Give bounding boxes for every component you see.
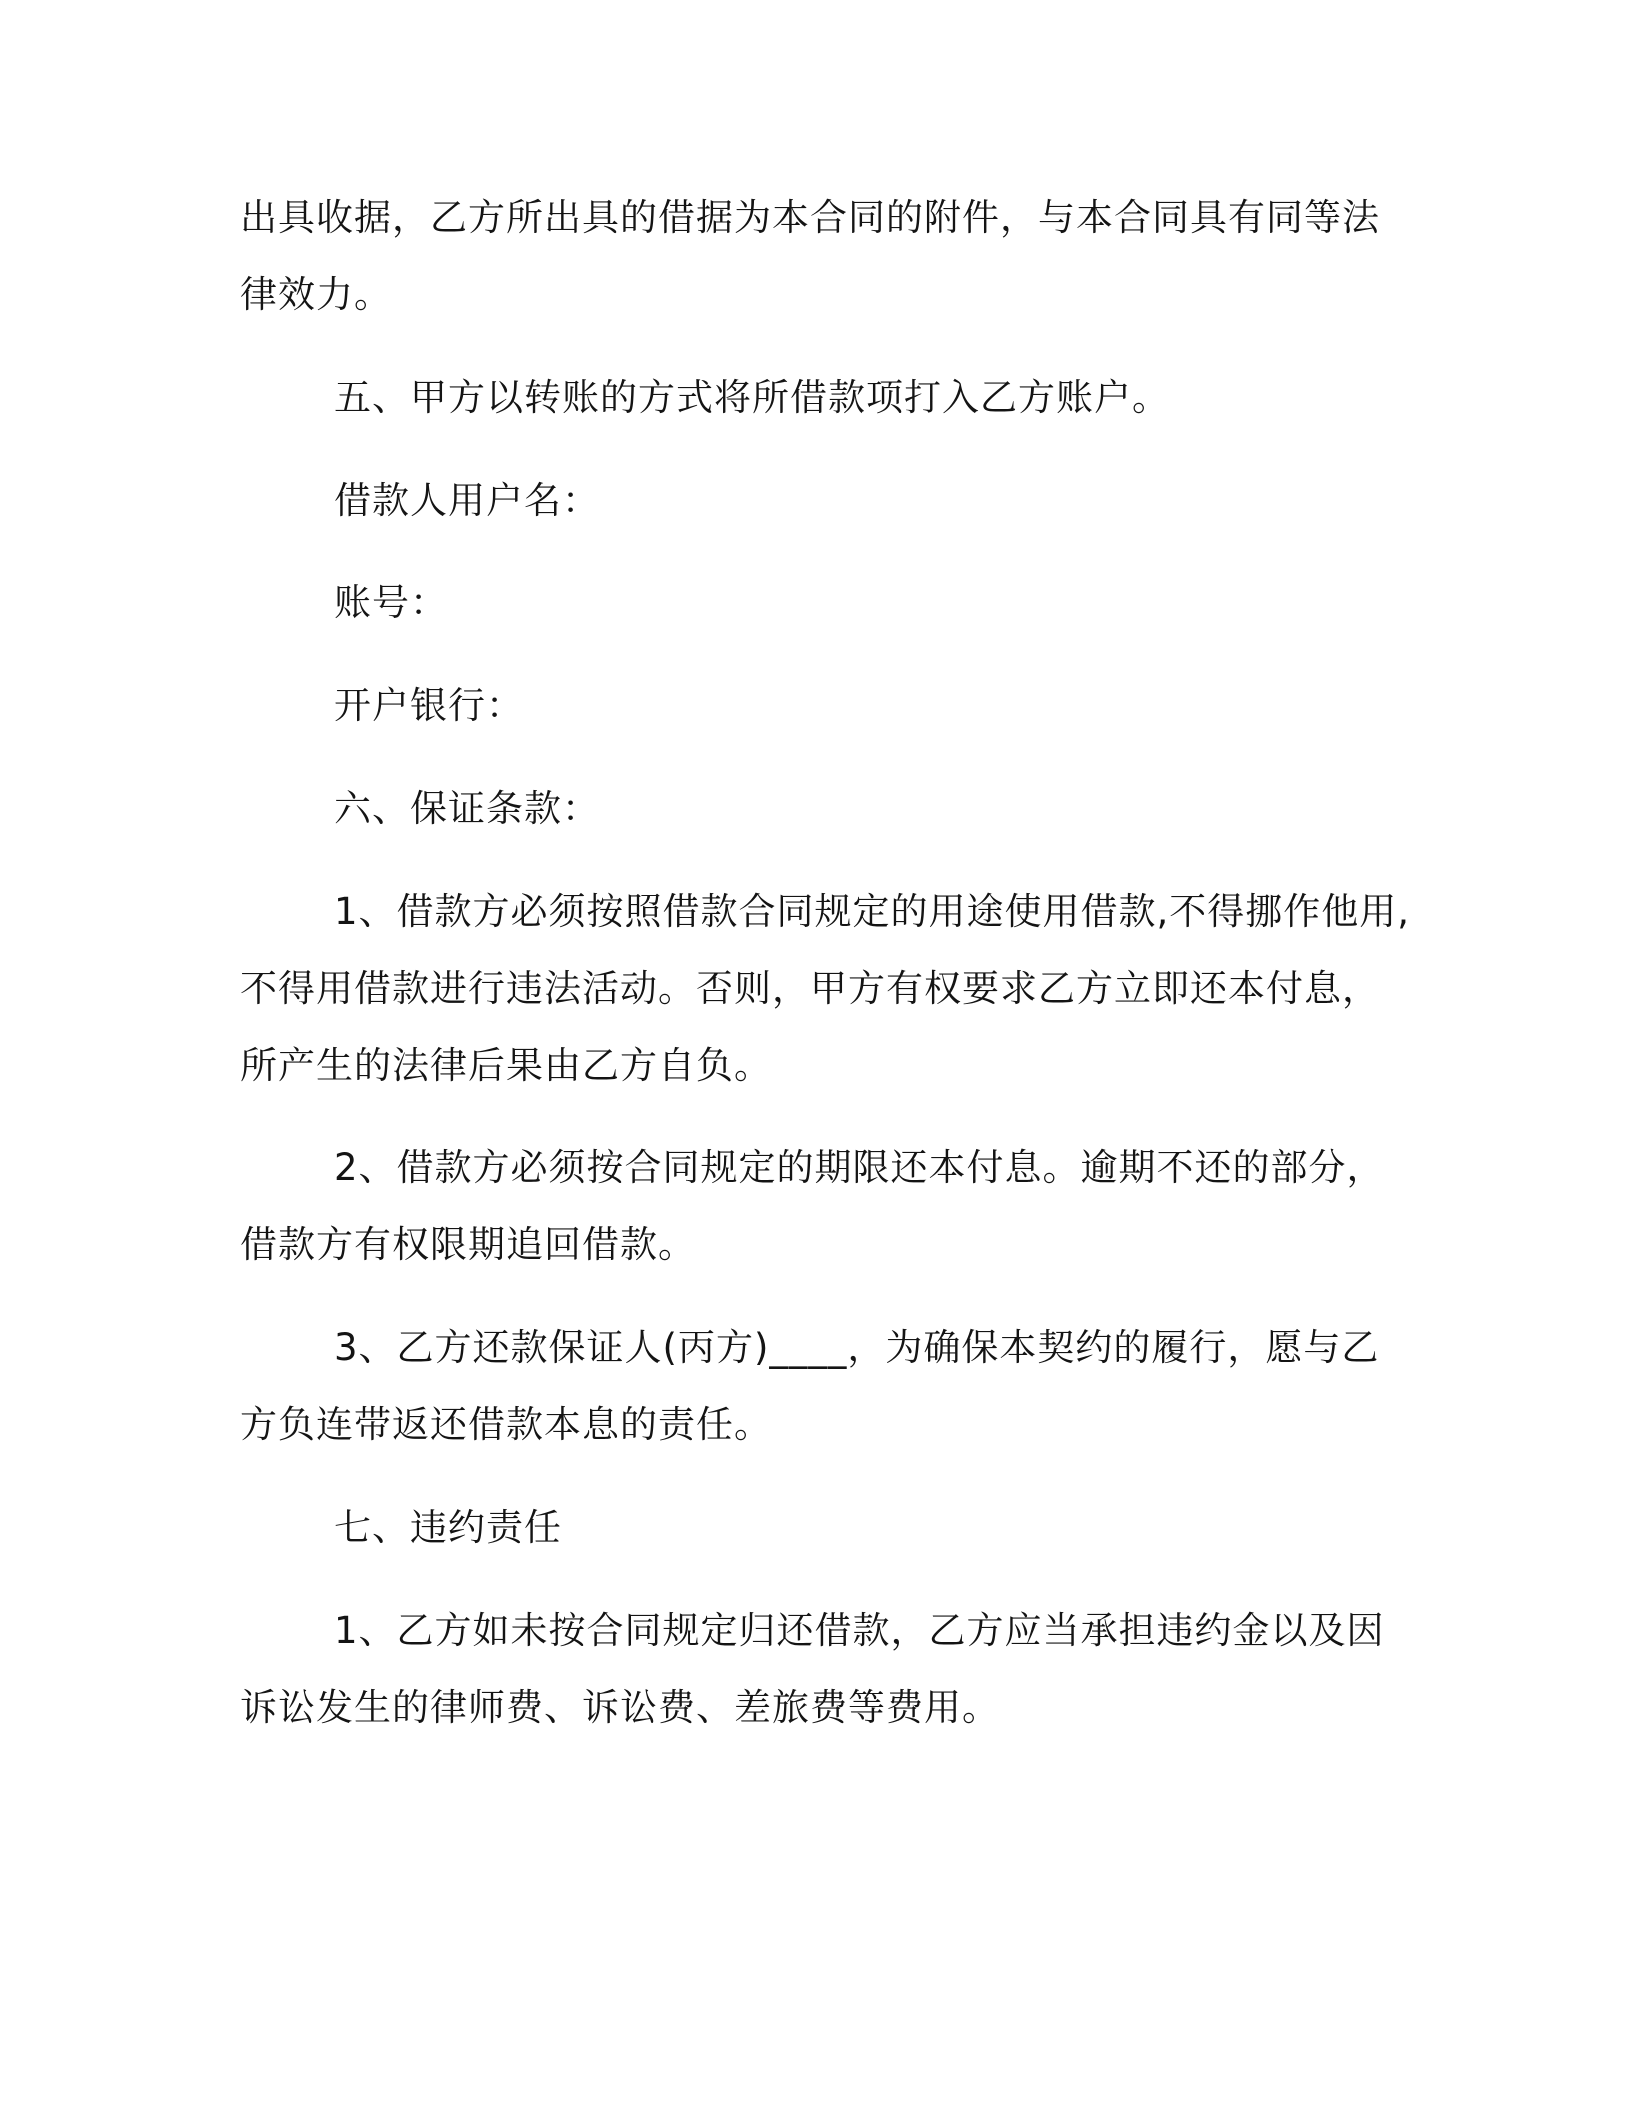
section-heading-5: 五、甲方以转账的方式将所借款项打入乙方账户。 [334, 376, 1170, 419]
opening-bank-label: 开户银行： [334, 684, 524, 727]
text-line: 律效力。 [240, 273, 392, 316]
text-line: 2、借款方必须按合同规定的期限还本付息。逾期不还的部分， [334, 1146, 1385, 1189]
text-line: 借款方有权限期追回借款。 [240, 1223, 696, 1266]
text-line: 诉讼发生的律师费、诉讼费、差旅费等费用。 [240, 1686, 1000, 1729]
text-line: 1、借款方必须按照借款合同规定的用途使用借款,不得挪作他用, [334, 890, 1411, 933]
text-line: 3、乙方还款保证人(丙方)____，为确保本契约的履行，愿与乙 [334, 1326, 1380, 1369]
text-line: 方负连带返还借款本息的责任。 [240, 1403, 772, 1446]
section-heading-7: 七、违约责任 [334, 1506, 562, 1549]
text-line: 出具收据，乙方所出具的借据为本合同的附件，与本合同具有同等法 [240, 196, 1380, 239]
account-number-label: 账号： [334, 581, 448, 624]
text-line: 所产生的法律后果由乙方自负。 [240, 1044, 772, 1087]
text-line: 不得用借款进行违法活动。否则，甲方有权要求乙方立即还本付息， [240, 967, 1380, 1010]
borrower-username-label: 借款人用户名： [334, 479, 600, 522]
text-line: 1、乙方如未按合同规定归还借款，乙方应当承担违约金以及因 [334, 1609, 1385, 1652]
section-heading-6: 六、保证条款： [334, 787, 600, 830]
